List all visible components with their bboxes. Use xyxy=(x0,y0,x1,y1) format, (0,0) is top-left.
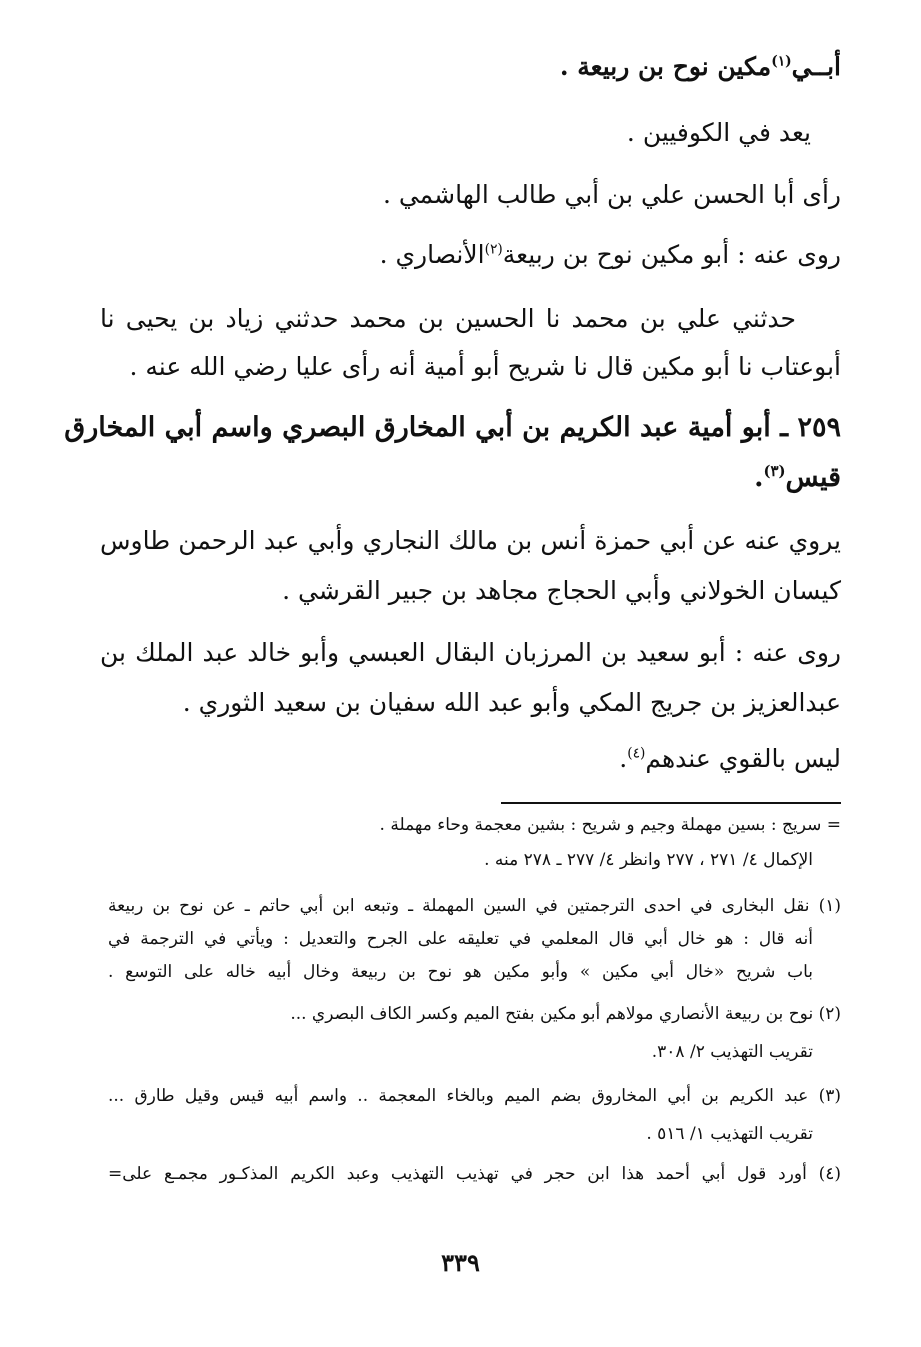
grading-end: . xyxy=(619,744,628,773)
narrators-text: روى عنه : أبو مكين نوح بن ربيعة xyxy=(502,240,841,269)
footnote-1-line-3: باب شريح «خال أبي مكين » وأبو مكين هو نوح بن ربيعة وخال أبيه خاله على التوسع . xyxy=(108,962,813,982)
footnote-4-line-1: (٤) أورد قول أبي أحمد هذا ابن حجر في تهذيب التهذيب وعبد الكريم المذكـور مجمـع على= xyxy=(108,1164,841,1184)
footnote-2-line-2: تقريب التهذيب ٢/ ٣٠٨. xyxy=(651,1042,813,1062)
narrators-line-1: روى عنه : أبو سعيد بن المرزبان البقال العبسي وأبو خالد عبد الملك بن xyxy=(100,638,841,667)
isnad-line-1: حدثني علي بن محمد نا الحسين بن محمد حدثني زياد بن يحيى نا xyxy=(100,304,796,333)
footnote-continuation-1: = سريج : بسين مهملة وجيم و شريح : بشين معجمة وحاء مهملة . xyxy=(379,815,841,835)
narrates-from-line-1: يروي عنه عن أبي حمزة أنس بن مالك النجاري وأبي عبد الرحمن طاوس xyxy=(100,526,841,555)
entry-title xyxy=(560,52,841,81)
entry-title-rest: مكين نوح بن ربيعة . xyxy=(559,52,772,81)
entry-title-name: أبــي xyxy=(791,52,841,81)
footnote-3-line-2: تقريب التهذيب ١/ ٥١٦ . xyxy=(646,1124,813,1144)
footnote-ref-1: (١) xyxy=(771,53,792,70)
footnote-ref-2: (٢) xyxy=(484,241,503,258)
narrates-from-line-2: كيسان الخولاني وأبي الحجاج مجاهد بن جبير القرشي . xyxy=(282,576,841,605)
grading-line xyxy=(619,744,841,773)
page-number: ٣٣٩ xyxy=(441,1248,480,1277)
entry-line-saw: رأى أبا الحسن علي بن أبي طالب الهاشمي . xyxy=(382,180,841,209)
footnote-ref-3: (٣) xyxy=(763,462,786,480)
footnote-2-line-1: (٢) نوح بن ربيعة الأنصاري مولاهم أبو مكين بفتح الميم وكسر الكاف البصري ... xyxy=(290,1004,841,1024)
heading-name: قيس xyxy=(785,462,841,493)
narrators-line-2: عبدالعزيز بن جريج المكي وأبو عبد الله سفيان بن سعيد الثوري . xyxy=(182,688,841,717)
grading-text: ليس بالقوي عندهم xyxy=(645,744,841,773)
narrators-text-end: الأنصاري . xyxy=(379,240,485,269)
footnote-continuation-2: الإكمال ٤/ ٢٧١ ، ٢٧٧ وانظر ٤/ ٢٧٧ ـ ٢٧٨ منه . xyxy=(484,850,813,870)
footnote-1-line-1: (١) نقل البخارى في احدى الترجمتين في السين المهملة ـ وتبعه ابن أبي حاتم ـ عن نوح بن ربيعة xyxy=(108,896,841,916)
isnad-line-2: أبوعتاب نا أبو مكين قال نا شريح أبو أمية أنه رأى عليا رضي الله عنه . xyxy=(129,352,841,381)
entry-heading-259-cont xyxy=(754,462,841,493)
entry-line-origin: يعد في الكوفيين . xyxy=(626,118,811,147)
heading-end: . xyxy=(754,462,764,493)
footnote-3-line-1: (٣) عبد الكريم بن أبي المخاروق بضم الميم وبالخاء المعجمة .. واسم أبيه قيس وقيل طارق ... xyxy=(108,1086,841,1106)
footnote-ref-4: (٤) xyxy=(627,745,646,762)
footnote-separator xyxy=(501,802,841,804)
entry-line-narrators xyxy=(380,240,841,269)
footnote-1-line-2: أنه قال : هو خال أبي قال المعلمي في تعليقه على الجرح والتعديل : ويأتي في الترجمة في xyxy=(108,929,813,949)
entry-heading-259: ٢٥٩ ـ أبو أمية عبد الكريم بن أبي المخارق البصري واسم أبي المخارق xyxy=(64,412,841,443)
